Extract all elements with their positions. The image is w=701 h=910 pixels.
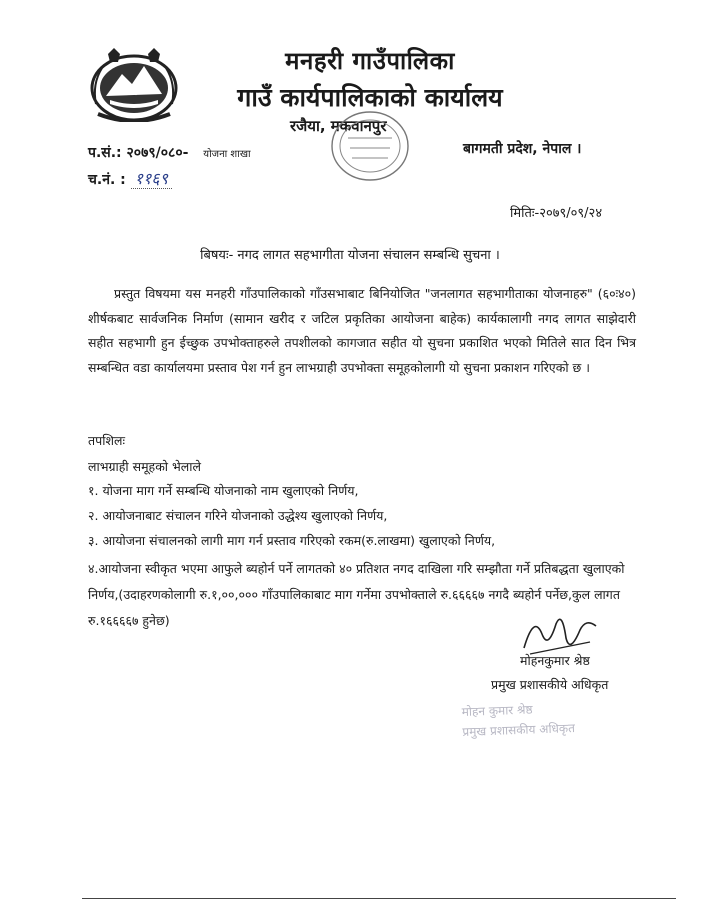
province-address: बागमती प्रदेश, नेपाल । <box>463 141 582 157</box>
org-name: मनहरी गाउँपालिका <box>285 47 455 75</box>
list-item: १. योजना माग गर्ने सम्बन्धि योजनाको नाम खुलाएको निर्णय, <box>88 483 359 498</box>
cn-label: च.नं. : <box>88 172 126 188</box>
office-round-seal-icon <box>300 96 410 184</box>
signer-name: मोहनकुमार श्रेष्ठ <box>520 653 590 668</box>
stamp-designation: प्रमुख प्रशासकीय अधिकृत <box>462 721 576 739</box>
stamp-name: मोहन कुमार श्रेष्ठ <box>461 702 533 719</box>
section-name: योजना शाखा <box>203 149 251 160</box>
reference-number <box>88 143 251 162</box>
list-item: ३. आयोजना संचालनको लागी माग गर्न प्रस्ताव गरिएको रकम(रु.लाखमा) खुलाएको निर्णय, <box>88 533 496 548</box>
list-item: ४.आयोजना स्वीकृत भएमा आफुले ब्यहोर्न पर्ने लागतको ४० प्रतिशत नगद दाखिला गरि सम्झौता गर्ने प्रतिबद्धता खुलाएको निर्णय,(उदाहरणकोलागी रु.१,००,००० गाँउपालिकाबाट माग गर्नेमा उपभोक्ताले रु.६६६६७ नगदै ब्यहोर्न पर्नेछ,कुल लागत रु.१६६६६७ हुनेछ) <box>88 561 625 628</box>
body-paragraph <box>88 282 636 380</box>
dispatch-number <box>88 167 172 189</box>
signer-designation: प्रमुख प्रशासकीये अधिकृत <box>491 677 609 692</box>
details-label: तपशिलः <box>88 433 125 448</box>
beneficiary-label: लाभग्राही समूहको भेलाले <box>88 459 201 474</box>
office-name: गाउँ कार्यपालिकाको कार्यालय <box>237 83 503 112</box>
office-address: रजैया, मकवानपुर <box>290 117 387 135</box>
cn-value: ११६९ <box>131 169 172 189</box>
notice-subject: बिषयः- नगद लागत सहभागीता योजना संचालन सम्बन्धि सुचना । <box>200 248 500 263</box>
list-item: २. आयोजनाबाट संचालन गरिने योजनाको उद्धेश्य खुलाएको निर्णय, <box>88 508 388 523</box>
body-text: प्रस्तुत विषयमा यस मनहरी गाँउपालिकाको गाँउसभाबाट बिनियोजित "जनलागत सहभागीताका योजनाहरु" (६०ः४०) शीर्षकबाट सार्वजनिक निर्माण (सामान खरीद र जटिल प्रकृतिका आयोजना बाहेक) कार्यकालागी नगद लागत साझेदारी सहीत सहभागी हुन ईच्छुक उपभोक्ताहरुले तपशीलको कागजात सहीत यो सुचना प्रकाशित भएको मितिले सात दिन भित्र सम्बन्धित वडा कार्यालयमा प्रस्ताव पेश गर्न हुन लाभग्राही उपभोक्ता समूहकोलागी यो सुचना प्रकाशन गरिएको छ । <box>88 286 636 375</box>
notice-date: मितिः-२०७९/०९/२४ <box>510 206 603 221</box>
ps-label: प.सं.: २०७९/०८०- <box>88 145 189 161</box>
footer-divider <box>82 898 676 899</box>
nepal-government-emblem-icon <box>88 44 180 122</box>
name-stamp <box>461 698 575 742</box>
